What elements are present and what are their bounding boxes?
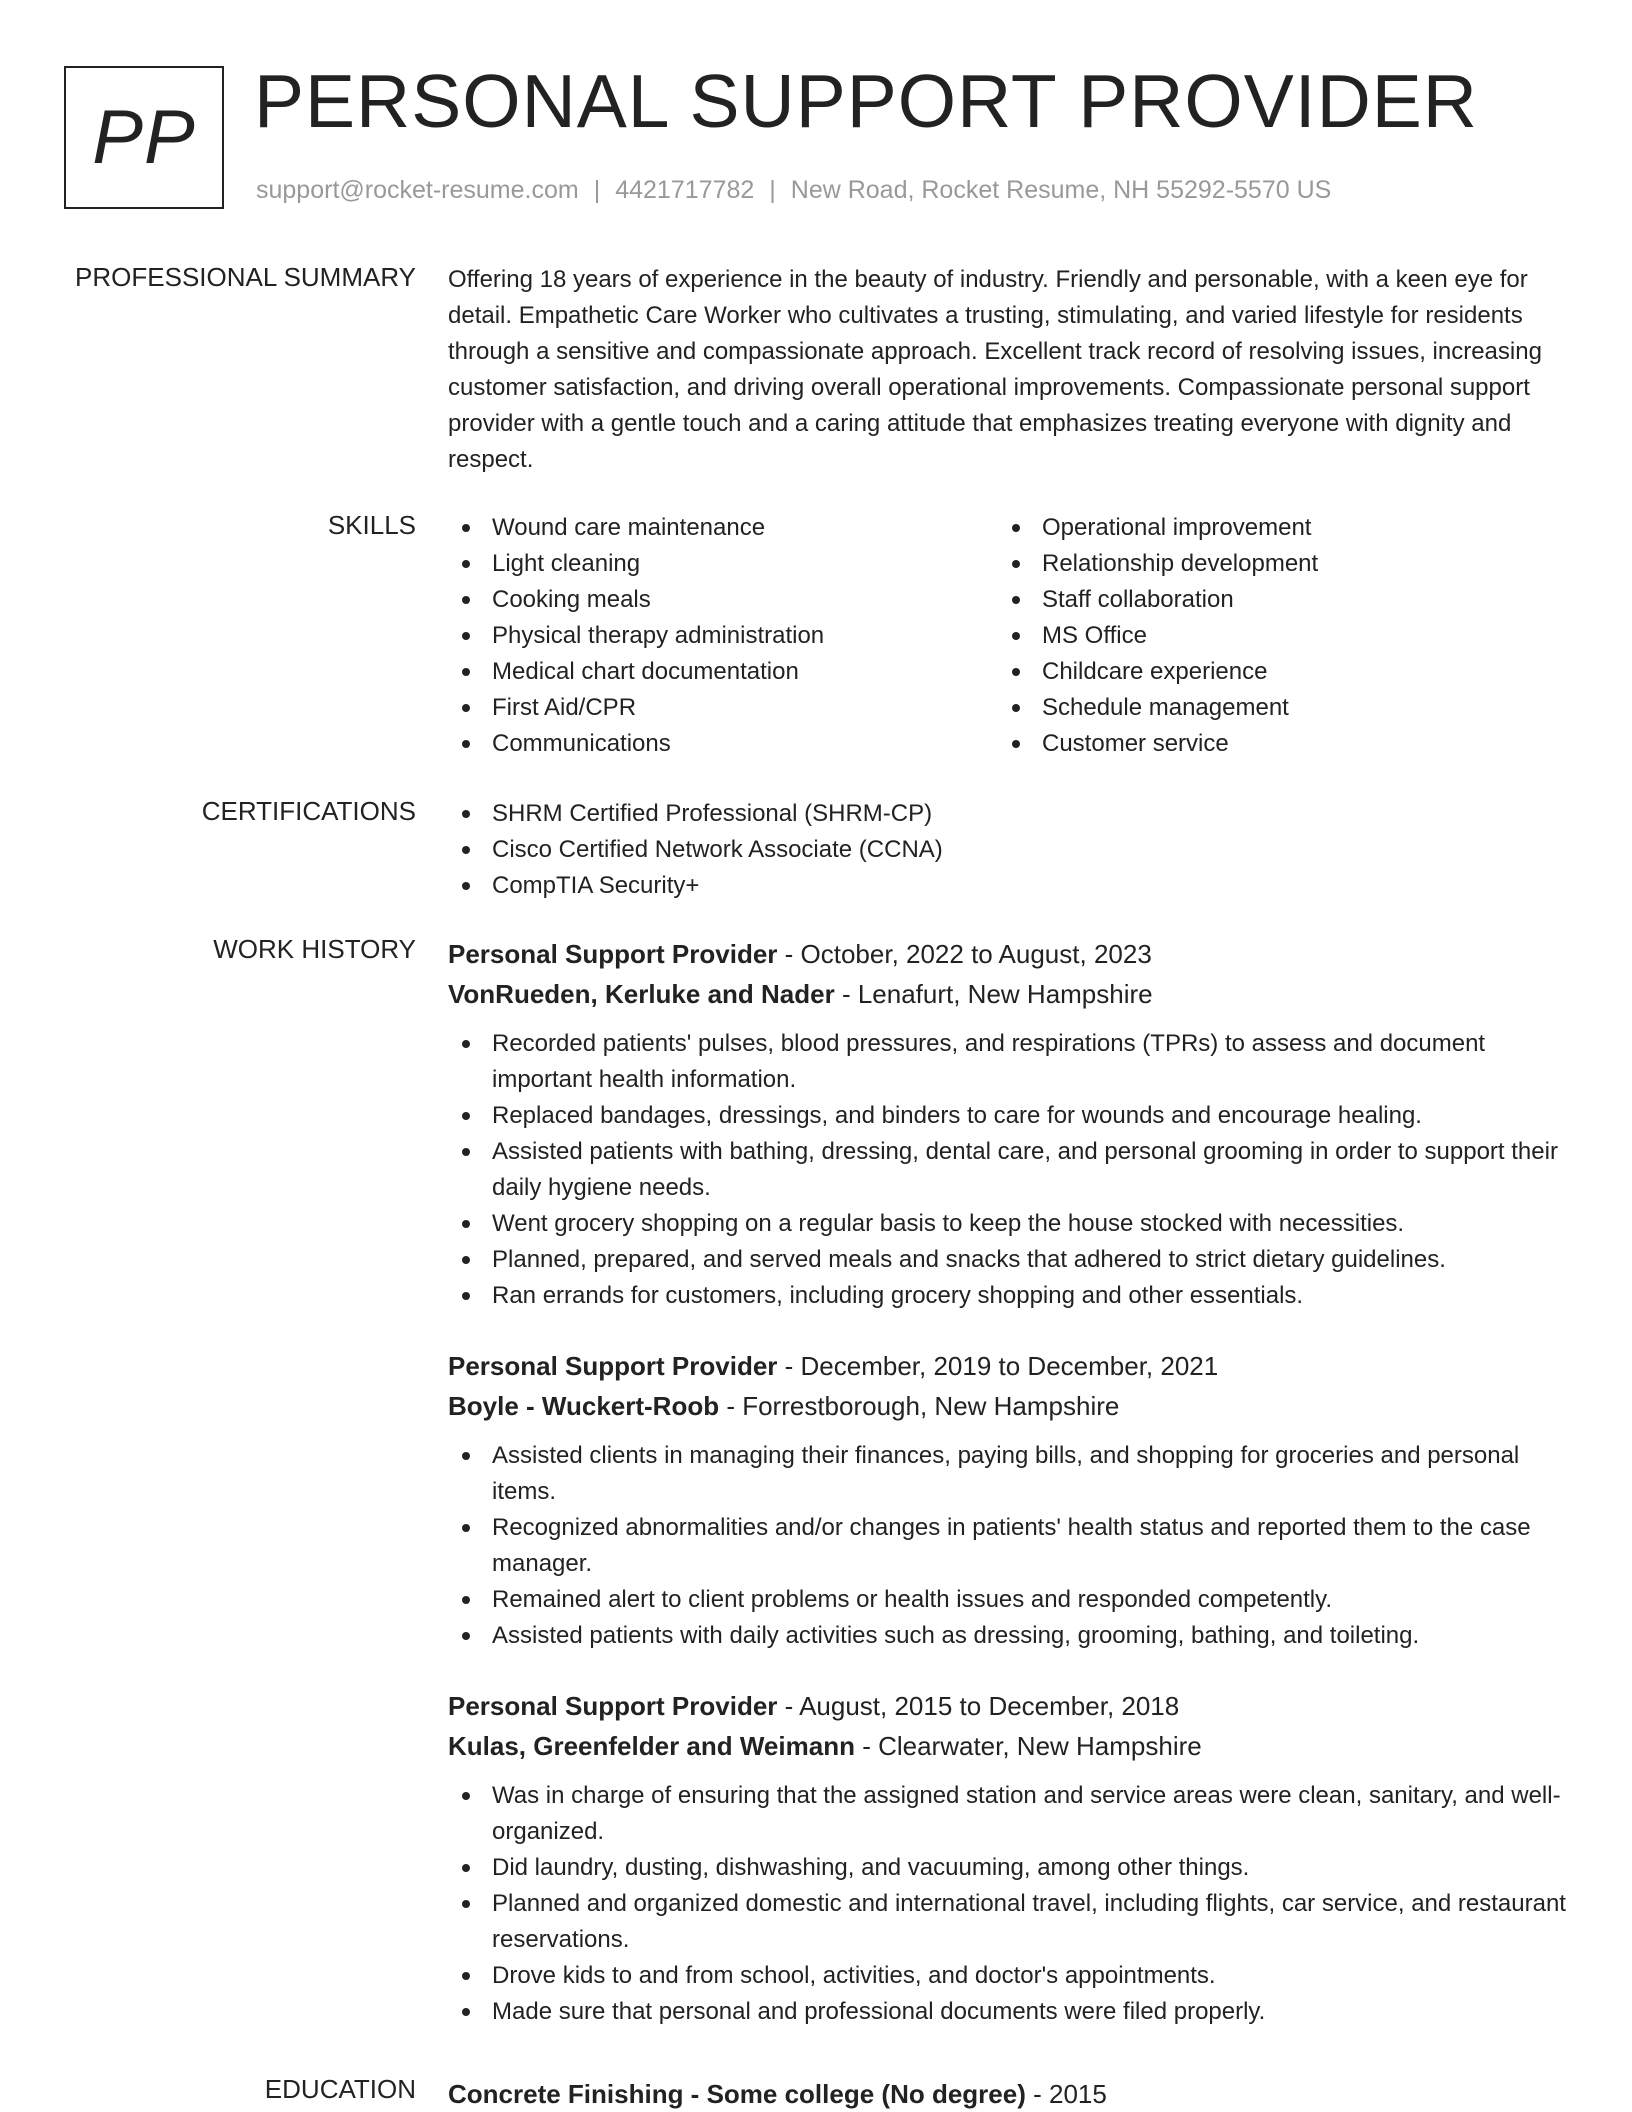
skills-list-right: [998, 510, 1548, 762]
job-company: Boyle - Wuckert-Roob: [448, 1391, 720, 1421]
job-title: Personal Support Provider: [448, 939, 778, 969]
job-duty: Planned, prepared, and served meals and snacks that adhered to strict dietary guidelines.: [448, 1242, 1568, 1278]
education-body: [448, 2074, 1568, 2112]
education-year: - 2015: [1025, 2079, 1107, 2109]
education-line: [448, 2074, 1568, 2112]
summary-text: Offering 18 years of experience in the beauty of industry. Friendly and personable, with a keen eye for detail. Empathetic Care Worker who cultivates a trusting, stimulating, and varied lifestyle for residents through a sensitive and compassionate approach. Excellent track record of resolving issues, increasing customer satisfaction, and driving overall operational improvements. Compassionate personal support provider with a gentle touch and a caring attitude that emphasizes treating everyone with dignity and respect.: [448, 266, 1542, 473]
job-location: - Lenafurt, New Hampshire: [834, 979, 1153, 1009]
skill-item: First Aid/CPR: [448, 690, 998, 726]
job-duty: Remained alert to client problems or health issues and responded competently.: [448, 1582, 1568, 1618]
job-duty: Ran errands for customers, including grocery shopping and other essentials.: [448, 1278, 1568, 1314]
contact-email[interactable]: support@rocket-resume.com: [256, 176, 579, 204]
job-company-line: [448, 974, 1568, 1014]
certification-item: SHRM Certified Professional (SHRM-CP): [448, 796, 1568, 832]
contact-phone[interactable]: 4421717782: [615, 176, 755, 204]
job-location: - Clearwater, New Hampshire: [854, 1731, 1202, 1761]
job-entry: [448, 1686, 1568, 2030]
job-company: VonRueden, Kerluke and Nader: [448, 979, 835, 1009]
education-degree: Concrete Finishing - Some college (No degree): [448, 2079, 1026, 2109]
education-section: [0, 2074, 1632, 2112]
job-dates: - December, 2019 to December, 2021: [777, 1351, 1219, 1381]
job-duty: Recognized abnormalities and/or changes in patients' health status and reported them to the case manager.: [448, 1510, 1568, 1582]
section-label-summary: PROFESSIONAL SUMMARY: [75, 262, 416, 292]
skill-item: Staff collaboration: [998, 582, 1548, 618]
job-entry: [448, 1346, 1568, 1654]
skill-item: Physical therapy administration: [448, 618, 998, 654]
job-duty: Recorded patients' pulses, blood pressures, and respirations (TPRs) to assess and document important health information.: [448, 1026, 1568, 1098]
contact-separator: |: [593, 176, 601, 204]
job-title-line: [448, 1346, 1568, 1386]
contact-separator: |: [769, 176, 776, 204]
job-duty: Did laundry, dusting, dishwashing, and vacuuming, among other things.: [448, 1850, 1568, 1886]
job-duty: Replaced bandages, dressings, and binders to care for wounds and encourage healing.: [448, 1098, 1568, 1134]
section-label-certifications: CERTIFICATIONS: [201, 796, 416, 826]
certifications-list: [448, 796, 1568, 904]
section-label-skills: SKILLS: [327, 510, 416, 540]
job-location: - Forrestborough, New Hampshire: [719, 1391, 1120, 1421]
job-duty: Assisted patients with daily activities such as dressing, grooming, bathing, and toileting.: [448, 1618, 1568, 1654]
work-history-body: [448, 934, 1568, 2030]
monogram-initials: PP: [92, 95, 196, 180]
job-duties-list: [448, 1778, 1568, 2030]
skill-item: Light cleaning: [448, 546, 998, 582]
monogram-box: [64, 66, 224, 209]
certification-item: Cisco Certified Network Associate (CCNA): [448, 832, 1568, 868]
job-duty: Assisted clients in managing their finances, paying bills, and shopping for groceries and personal items.: [448, 1438, 1568, 1510]
job-duty: Drove kids to and from school, activities, and doctor's appointments.: [448, 1958, 1568, 1994]
job-duty: Went grocery shopping on a regular basis to keep the house stocked with necessities.: [448, 1206, 1568, 1242]
job-duty: Made sure that personal and professional documents were filed properly.: [448, 1994, 1568, 2030]
job-duties-list: [448, 1438, 1568, 1654]
skill-item: Customer service: [998, 726, 1548, 762]
resume-title: PERSONAL SUPPORT PROVIDER: [254, 59, 1478, 143]
job-company-line: [448, 1386, 1568, 1426]
job-title: Personal Support Provider: [448, 1691, 778, 1721]
job-duties-list: [448, 1026, 1568, 1314]
job-duty: Planned and organized domestic and international travel, including flights, car service, and restaurant reservations.: [448, 1886, 1568, 1958]
contact-address: New Road, Rocket Resume, NH 55292-5570 US: [790, 176, 1332, 204]
contact-line: [256, 176, 1331, 205]
certifications-body: [448, 796, 1568, 904]
skill-item: Wound care maintenance: [448, 510, 998, 546]
job-dates: - October, 2022 to August, 2023: [777, 939, 1152, 969]
skill-item: Schedule management: [998, 690, 1548, 726]
job-company: Kulas, Greenfelder and Weimann: [448, 1731, 855, 1761]
skills-columns: [448, 510, 1568, 762]
skill-item: Relationship development: [998, 546, 1548, 582]
skill-item: Childcare experience: [998, 654, 1548, 690]
job-title: Personal Support Provider: [448, 1351, 778, 1381]
skill-item: Operational improvement: [998, 510, 1548, 546]
job-duty: Was in charge of ensuring that the assigned station and service areas were clean, sanitary, and well-organized.: [448, 1778, 1568, 1850]
skill-item: Communications: [448, 726, 998, 762]
skill-item: MS Office: [998, 618, 1548, 654]
section-label-work-history: WORK HISTORY: [213, 934, 416, 964]
section-label-education: EDUCATION: [264, 2074, 416, 2104]
job-title-line: [448, 934, 1568, 974]
job-title-line: [448, 1686, 1568, 1726]
job-dates: - August, 2015 to December, 2018: [777, 1691, 1180, 1721]
skill-item: Cooking meals: [448, 582, 998, 618]
job-entry: [448, 934, 1568, 1314]
job-company-line: [448, 1726, 1568, 1766]
certification-item: CompTIA Security+: [448, 868, 1568, 904]
skill-item: Medical chart documentation: [448, 654, 998, 690]
skills-list-left: [448, 510, 998, 762]
job-duty: Assisted patients with bathing, dressing, dental care, and personal grooming in order to support their daily hygiene needs.: [448, 1134, 1568, 1206]
